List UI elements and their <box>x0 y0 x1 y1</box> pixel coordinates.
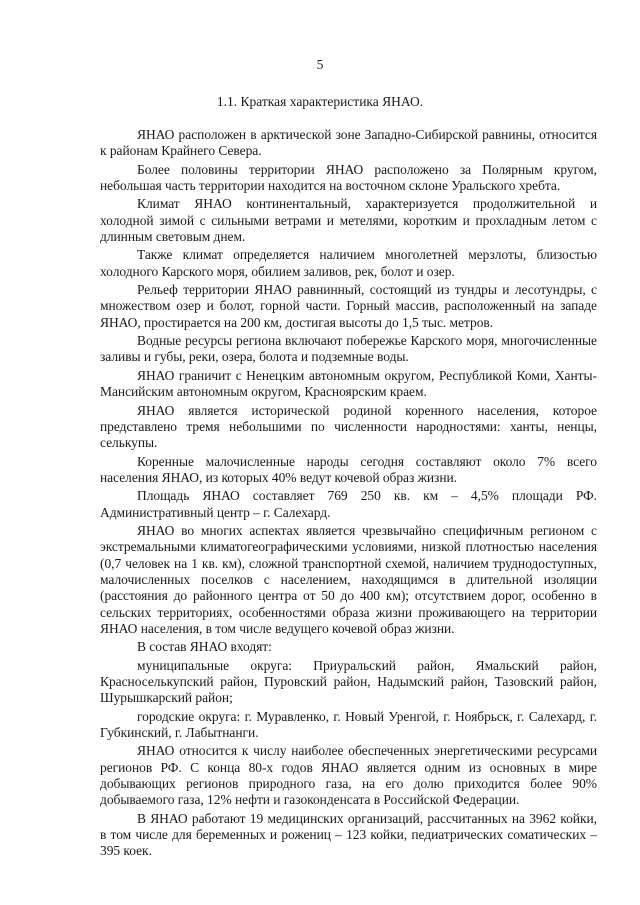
paragraph-location: ЯНАО расположен в арктической зоне Западно-Сибирской равнины, относится к районам Крайнего Севера. <box>100 127 597 159</box>
paragraph-permafrost: Также климат определяется наличием многолетней мерзлоты, близостью холодного Карского моря, обилием заливов, рек, болот и озер. <box>100 247 597 279</box>
paragraph-composition-intro: В состав ЯНАО входят: <box>137 639 272 655</box>
section-heading: 1.1. Краткая характеристика ЯНАО. <box>216 94 424 109</box>
paragraph-energy-resources: ЯНАО относится к числу наиболее обеспеченных энергетическими ресурсами регионов РФ. С конца 80-х годов ЯНАО является одним из основных в мире добывающих регионов природного газа, на его долю приходится более 90% добываемого газа, 12% нефти и газоконденсата в Российской Федерации. <box>100 743 597 808</box>
paragraph-borders: ЯНАО граничит с Ненецким автономным округом, Республикой Коми, Ханты-Мансийским автономным округом, Красноярским краем. <box>100 367 597 400</box>
paragraph-medical-organizations: В ЯНАО работают 19 медицинских организаций, рассчитанных на 3962 койки, в том числе для беременных и рожениц – 123 койки, педиатрических соматических – 395 коек. <box>100 810 597 859</box>
paragraph-specifics: ЯНАО во многих аспектах является чрезвычайно специфичным регионом с экстремальными климатогеографическими условиями, низкой плотностью населения (0,7 человек на 1 кв. км), сложной транспортной схемой, наличием труднодоступных, малочисленных поселков с населением, находящимся в длительной изоляции (расстояния до районного центра от 50 до 400 км); отсутствием дорог, особенно в сельских территориях, особенностями образа жизни проживающего на территории ЯНАО населения, в том числе ведущего кочевой образ жизни. <box>100 522 597 636</box>
page-number: 5 <box>316 57 324 72</box>
paragraph-municipal-districts: муниципальные округа: Приуральский район, Ямальский район, Красноселькупский район, Пуровский район, Надымский район, Тазовский район, Шурышкарский район; <box>100 657 597 706</box>
body-text <box>100 127 597 860</box>
paragraph-polar-circle: Более половины территории ЯНАО расположено за Полярным кругом, небольшая часть территории находится на восточном склоне Уральского хребта. <box>100 161 597 194</box>
paragraph-area: Площадь ЯНАО составляет 769 250 кв. км – 4,5% площади РФ. Административный центр – г. Салехард. <box>100 488 597 520</box>
paragraph-climate: Климат ЯНАО континентальный, характеризуется продолжительной и холодной зимой с сильными ветрами и метелями, коротким и прохладным летом с длинным световым днем. <box>100 196 597 245</box>
paragraph-water-resources: Водные ресурсы региона включают побережье Карского моря, многочисленные заливы и губы, реки, озера, болота и подземные воды. <box>100 333 597 365</box>
paragraph-indigenous-share: Коренные малочисленные народы сегодня составляют около 7% всего населения ЯНАО, из которых 40% ведут кочевой образ жизни. <box>100 453 597 485</box>
paragraph-relief: Рельеф территории ЯНАО равнинный, состоящий из тундры и лесотундры, с множеством озер и болот, горной части. Горный массив, расположенный на западе ЯНАО, простирается на 200 км, достигая высоты до 1,5 тыс. метров. <box>100 282 597 330</box>
paragraph-indigenous-homeland: ЯНАО является исторической родиной коренного населения, которое представлено тремя небольшими по численности народностями: ханты, ненцы, селькупы. <box>100 402 597 451</box>
paragraph-city-districts: городские округа: г. Муравленко, г. Новый Уренгой, г. Ноябрьск, г. Салехард, г. Губкинский, г. Лабытнанги. <box>100 708 597 741</box>
